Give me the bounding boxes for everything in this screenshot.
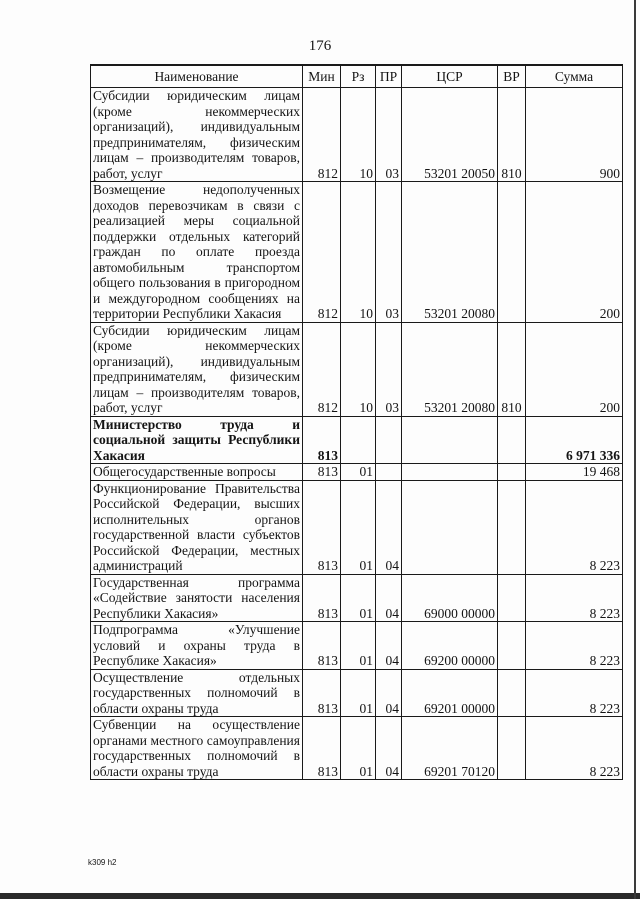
table-header-row: [91, 65, 623, 88]
row-sum: 200: [526, 182, 623, 323]
row-name: Возмещение недополученных доходов перевозчикам в связи с реализацией меры социальной поддержки отдельных категорий граждан по оплате проезда автомобильным транспортом общего пользования в пригородном и междугородном сообщениях на территории Республики Хакасия: [91, 182, 303, 323]
row-vr: [498, 480, 526, 574]
row-pr: [376, 464, 402, 481]
row-rz: 10: [341, 182, 376, 323]
row-sum: 19 468: [526, 464, 623, 481]
row-name: Субсидии юридическим лицам (кроме некоммерческих организаций), индивидуальным предпринимателям, физическим лицам – производителям товаров, работ, услуг: [91, 322, 303, 416]
row-rz: 01: [341, 717, 376, 780]
row-csr: 69000 00000: [402, 574, 498, 622]
row-pr: 04: [376, 622, 402, 670]
row-name: Общегосударственные вопросы: [91, 464, 303, 481]
row-name: Государственная программа «Содействие занятости населения Республики Хакасия»: [91, 574, 303, 622]
table-row: [91, 622, 623, 670]
row-min: 813: [303, 480, 341, 574]
row-min: 813: [303, 622, 341, 670]
row-vr: [498, 622, 526, 670]
table-row: [91, 669, 623, 717]
row-pr: 04: [376, 480, 402, 574]
row-vr: 810: [498, 322, 526, 416]
row-rz: 01: [341, 669, 376, 717]
row-sum: 8 223: [526, 480, 623, 574]
row-csr: 53201 20050: [402, 88, 498, 182]
row-pr: 03: [376, 88, 402, 182]
header-csr: ЦСР: [402, 65, 498, 88]
row-rz: 01: [341, 464, 376, 481]
row-rz: 10: [341, 88, 376, 182]
table-row: [91, 574, 623, 622]
row-csr: 53201 20080: [402, 322, 498, 416]
row-min: 813: [303, 574, 341, 622]
header-sum: Сумма: [526, 65, 623, 88]
row-sum: 6 971 336: [526, 416, 623, 464]
row-vr: [498, 574, 526, 622]
row-vr: [498, 182, 526, 323]
row-name: Осуществление отдельных государственных полномочий в области охраны труда: [91, 669, 303, 717]
row-sum: 900: [526, 88, 623, 182]
table-row: [91, 717, 623, 780]
table-row: [91, 322, 623, 416]
row-min: 813: [303, 416, 341, 464]
row-min: 813: [303, 669, 341, 717]
table-row: [91, 464, 623, 481]
header-rz: Рз: [341, 65, 376, 88]
row-name: Субвенции на осуществление органами местного самоуправления государственных полномочий в области охраны труда: [91, 717, 303, 780]
row-name: Министерство труда и социальной защиты Республики Хакасия: [91, 416, 303, 464]
row-rz: 10: [341, 322, 376, 416]
page-number: 176: [308, 38, 332, 54]
row-vr: [498, 416, 526, 464]
row-csr: 53201 20080: [402, 182, 498, 323]
row-min: 812: [303, 322, 341, 416]
row-vr: [498, 669, 526, 717]
row-sum: 200: [526, 322, 623, 416]
row-min: 813: [303, 464, 341, 481]
row-pr: 04: [376, 669, 402, 717]
row-vr: 810: [498, 88, 526, 182]
row-pr: 04: [376, 574, 402, 622]
row-rz: 01: [341, 622, 376, 670]
header-vr: ВР: [498, 65, 526, 88]
row-rz: [341, 416, 376, 464]
row-name: Подпрограмма «Улучшение условий и охраны труда в Республике Хакасия»: [91, 622, 303, 670]
row-sum: 8 223: [526, 717, 623, 780]
row-rz: 01: [341, 574, 376, 622]
scan-edge-right: [634, 0, 636, 899]
row-min: 813: [303, 717, 341, 780]
row-csr: 69201 00000: [402, 669, 498, 717]
row-csr: 69200 00000: [402, 622, 498, 670]
scan-edge-bottom: [0, 893, 640, 899]
row-csr: 69201 70120: [402, 717, 498, 780]
row-vr: [498, 464, 526, 481]
row-csr: [402, 480, 498, 574]
header-name: Наименование: [91, 65, 303, 88]
header-min: Мин: [303, 65, 341, 88]
row-pr: 03: [376, 322, 402, 416]
table-row: [91, 182, 623, 323]
row-vr: [498, 717, 526, 780]
table-row: [91, 88, 623, 182]
row-pr: 03: [376, 182, 402, 323]
row-pr: [376, 416, 402, 464]
budget-table: [90, 64, 623, 780]
row-csr: [402, 464, 498, 481]
row-sum: 8 223: [526, 622, 623, 670]
header-pr: ПР: [376, 65, 402, 88]
row-sum: 8 223: [526, 574, 623, 622]
row-min: 812: [303, 182, 341, 323]
row-sum: 8 223: [526, 669, 623, 717]
row-min: 812: [303, 88, 341, 182]
table-row: [91, 416, 623, 464]
table-row: [91, 480, 623, 574]
row-csr: [402, 416, 498, 464]
footer-code: k309 h2: [88, 858, 117, 867]
row-name: Субсидии юридическим лицам (кроме некоммерческих организаций), индивидуальным предпринимателям, физическим лицам – производителям товаров, работ, услуг: [91, 88, 303, 182]
row-name: Функционирование Правительства Российской Федерации, высших исполнительных органов государственной власти субъектов Российской Федерации, местных администраций: [91, 480, 303, 574]
row-pr: 04: [376, 717, 402, 780]
row-rz: 01: [341, 480, 376, 574]
